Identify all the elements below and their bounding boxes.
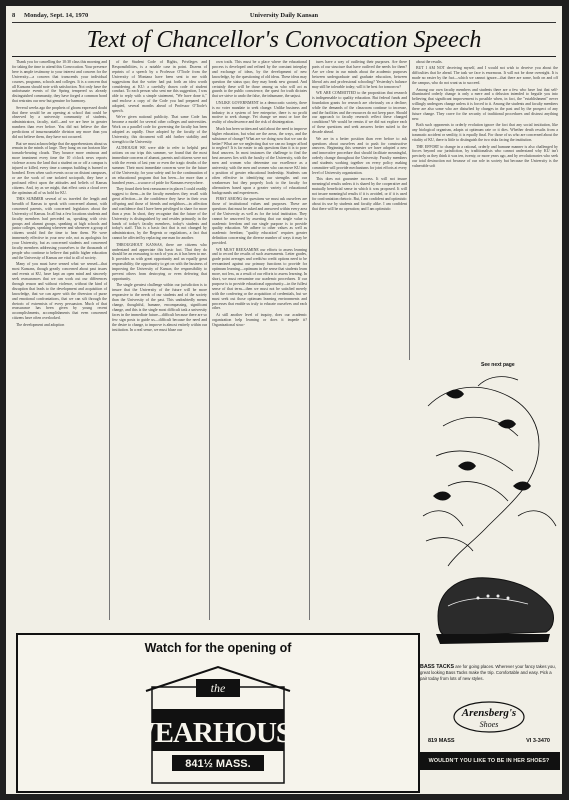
store-address: 819 MASS — [428, 738, 455, 744]
svg-text:841½ MASS.: 841½ MASS. — [185, 758, 251, 770]
article-paragraph: At still another level of inquiry, does our academic organization help learning or does it impede it? Organizational struc- — [212, 312, 307, 327]
article-paragraph: about the results. — [416, 60, 443, 64]
article-column-5 — [412, 60, 558, 360]
article-paragraph: BUT I AM NOT deceiving myself, and I would not wish to deceive you about the difficulties that lie ahead. The task we face is enormous. It will not be done overnight. It is made no easier by the fact—which we cannot ignore—that there are some, both on and off the campus, who do not want us to succeed. — [412, 66, 558, 86]
article-paragraph: Much has been written and said about the need to improve higher education, but what are the areas, the ways, and the substance of change? What are we doing now that we can do better? What are we neglecting that we can no longer afford to neglect? It is far easier to ask questions than it is to pose final answers. In most instances the challenge to find the best answers lies with the faculty of the University, with the men and women who determine our excellence as a university, with the men and women who can move KU into a position of greater educational leadership. Students can often effective in identifying our strengths and our weaknesses but they properly look to the faculty for alternatives based upon a greater variety of educational backgrounds and experiences. — [212, 126, 307, 195]
article-paragraph: Many of you must have sensed what we sensed—that most Kansans, though greatly concerned about past issues and events at KU, have kept an open mind and sincerely seek reassurances that we can work out our differences through reason and without violence, without the kind of disruption that leads to the development and acquisition of knowledge, that we can agree with the diversion of purse and emotional confrontations, that we can sift through the rhetoric of extremists of every persuasion. Much of that reassurance has been given by young recent accomplishments, accomplishments that even concerned citizens have often overlooked. — [12, 262, 107, 321]
article-paragraph: ALTHOUGH WE were able to refer to helpful past actions on our trips this summer, we found that the most immediate concerns of alumni, parents and citizens were not with the events of last year or even the tragic deaths of the summer. Their most immediate concerns were for the future of the University, for your safety and for the continuation of an educational program that has been—for more than a hundred years—a source of pride for Kansans everywhere. — [112, 146, 207, 185]
bass-tacks-heading: BASS TACKS — [420, 664, 455, 670]
article-paragraph: THE EFFORT to change in a rational, orderly and humane manner is also challenged by forces beyond our jurisdiction, by traditionalists who cannot understand why KU isn't precisely as they think it was ten, twenty, or more years ago, and by revolutionaries who seek our total destruction not because of our role in society but because the University is the vulnerable soft — [412, 144, 558, 169]
shoes-illustration — [418, 366, 560, 661]
article-paragraph: We've given national publicity. That same Code has become a model for several other colleges and universities. Work on a parallel code for governing the faculty has been adopted as rapidly. Once adopted by the faculty of the University, this document will add further stability and strength to the University. — [112, 115, 207, 144]
bass-tacks-ad — [418, 366, 560, 789]
newspaper-page — [6, 6, 562, 794]
store-phone: VI 3-3470 — [526, 738, 550, 744]
masthead — [12, 12, 556, 23]
issue-date: Monday, Sept. 14, 1970 — [24, 12, 89, 19]
store-address-line — [420, 738, 558, 748]
bass-tacks-text: are for going places. Wherever your fancy takes you, great looking Bass Tacks make the trip. Comfortable and easy. Pick a pair today from lots of new styles. — [420, 664, 556, 681]
article-paragraph: tures have a way of outliving their purposes. Are there parts of our structure that have outlived the needs for them? Are we clear in our minds about the academic purposes between undergraduate and graduate education, between liberal arts and professional schooling? Yesterday's balance may still be tolerable today; will it be best for tomorrow? — [312, 60, 407, 89]
ad-tagline-bar: WOULDN'T YOU LIKE TO BE IN HER SHOES? — [418, 752, 560, 770]
svg-text:the: the — [210, 681, 226, 695]
article-paragraph: Thank you for cancelling the 10:30 class this morning and for taking the time to attend this Convocation. Your presence here is ample testimony to your interest and concern for the University—a concern that transcends your individual courses, programs, schools and colleges. It is a concern that all Kansans should note with satisfaction. Not only have the unfortunate events of the Spring tempered us already distinguished community, they have forged a common bond that restrains our new but genuine for harmony. — [12, 60, 107, 104]
article-paragraph: Several weeks ago the prophets of gloom expressed doubt that there would be an opening at school that could be observed by a university community of students, administrators, faculty, staff—and we are here in greater numbers than ever before. You did not believe the dire predictions of insurmountable division any more than you did not believe them, they have not occurred. — [12, 105, 107, 140]
svg-text:Arensberg's: Arensberg's — [461, 707, 517, 719]
article-paragraph: This does not guarantee success. It will not insure meaningful results unless it is shared by the cooperative and mutually beneficial sense in which it was proposed. It will not insure meaningful results if it is avoided, or if it is used for confrontation rhetoric. But, I am confident and optimistic about its use by students and faculty alike. I am confident that there will be no operation; and I am optimistic — [312, 177, 407, 211]
column-rule — [109, 60, 110, 620]
wearhouse-ad — [16, 633, 420, 793]
arensbergs-logo — [452, 700, 526, 734]
article-paragraph: They found their best reassurance in places I could readily suggest to them—in the faculty members they recall with great affection—in the confidence they have in their own offspring and those of friends and neighbors—in affection and confidence that I have been privileged to share for more than a year. In short, they recognize that the future of the University is distinguished by and resides primarily in the hands of today's faculty members, today's students and today's staff. This is a basic fact that is not changed by administrators, by the Regents or regulations, a fact that cannot be affected by replacing one man for another. — [112, 187, 207, 241]
svg-text:Shoes: Shoes — [479, 720, 499, 729]
page-number: 8 — [12, 12, 16, 19]
article-paragraph: of the Student Code of Rights, Privileges and Responsibilities, is a notable case in point. Dozens of reprints of a speech by a Professor O'Toole from the University of Montana have been sent to me with suggestions that the writer had put forth an idea worth considering at KU: a carefully drawn code of student conduct. To each person who sent me this suggestion, I was able to reply with a simple statement, "We have done it," and enclose a copy of the Code you had prepared and adopted, several months ahead of Professor O'Toole's speech. — [112, 60, 207, 114]
headline: Text of Chancellor's Convocation Speech — [12, 24, 556, 57]
article-paragraph: FIRST AMONG the questions we must ask ourselves are those of institutional values and purposes. These are questions that must be asked and answered within every area of the University as well as for the total institution. They cannot be answered by asserting that our single value is academic freedom and our single purpose is to provide quality education. We adhere to other values as well as academic freedom; "quality education" requires greater definition concerning the diverse number of ways it may be provided. — [212, 196, 307, 246]
article-paragraph: The single greatest challenge within our jurisdiction is to insure that the University of the future will be more responsive to the needs of our students and of the society than the University of the past. This undoubtedly means change, thoughtful, humane, encompassing, significant change, and this is the single most difficult task a university faces in the immediate future—difficult because there are so few sign posts to guide us—difficult because the need and the desire to change, to improve is almost entirely within our institution. In a real sense, we must blaze our — [112, 283, 207, 332]
svg-text:WEARHOUSE: WEARHOUSE — [126, 717, 310, 749]
article-paragraph: own trails. This must be a place where the educational process is developed and refined by the constant interplay and exchange of ideas, by the development of new knowledge, by the questioning of old ideas. These ideas may question the status quo; they may break new ground. And certainly these will be those among us who will act as guards to the public conscience, the quest for truth dictates that we strive to undo the false, the inhumane, the unjust. — [212, 60, 307, 99]
paper-name: University Daily Kansan — [249, 12, 319, 19]
article-column-1 — [12, 60, 107, 610]
wearhouse-sign-logo — [126, 665, 310, 785]
article-paragraph: WE MUST REEXAMINE our efforts to assess learning and to record the results of such assessments. Letter grades, grade point averages and credit/no credit options need to be reexamined against our primary functions to provide for optimum learning—optimum in the sense that students learn more, not less, as a result of our efforts to assess learning. In short, we must reexamine our academic procedures. If our purpose is to provide educational opportunity—in the fullest sense of that term—then we must not be satisfied merely with the conferring or the acquisition of credentials, but we must seek out those optimum learning environments and processes that enable us truly to educate ourselves and each other. — [212, 247, 307, 311]
column-rule — [309, 60, 310, 620]
article-paragraph: THROUGHOUT KANSAS, there are citizens who understand and appreciate this basic fact. That they do should be an reassuring to each of you as it has been to me. It provides us with great opportunity and an equally great responsibility; the opportunity to get on with the business of improving the University of Kansas; the responsibility to prevent others from destroying or even deferring that opportunity. — [112, 242, 207, 281]
column-rule — [409, 60, 410, 360]
article-column-2 — [112, 60, 207, 610]
article-column-3 — [212, 60, 307, 610]
column-rule — [209, 60, 210, 620]
article-paragraph: Among our own faculty members and students there are a few who have lost that self-illuminated orderly change is only a mere and a delusion intended to beguile you into believing that significant improvement is possible when, in fact, the "establishment" never willingly undergoes change unless it is forced to it. Among the students and faculty members there are also some who are disturbed by changes in the past and by the prospect of any future change. They crave for the security of traditional procedures and distrust anything new. — [412, 87, 558, 121]
article-paragraph: THIS SUMMER several of us traveled the length and breadth of Kansas to speak with concerned alumni, with concerned parents, with concerned legislators about the University of Kansas. In all but a few locations students and faculty members had preceded us, speaking with civic groups and alumni groups, speaking at high schools and junior colleges, speaking wherever and whenever a group of citizens would find the time to hear them. We were immensely effective in your new role, not as apologists for your University, but as concerned students and concerned faculty members addressing yourselves to the thousands of people who continue to believe that public higher education and the University of Kansas are vital to all of society. — [12, 196, 107, 260]
article-column-4 — [312, 60, 407, 610]
bass-tacks-copy — [420, 664, 558, 698]
see-next-page-label: See next page — [481, 362, 515, 368]
article-paragraph: UNLIKE GOVERNMENT in a democratic society, there is no voter mandate to seek change. Unlike business and industry in a system of free enterprise, there is no profit motive to seek change. Yet change we must or face the reality of obsolescence and the risk of disintegration. — [212, 100, 307, 125]
article-paragraph: But we must acknowledge that the apprehensions about us remain in the minds of large. They hang on our horizon like tornado-bearing clouds. They bounce more ominous and more imminent every time the 10 o'clock news reports violence across the land that a student on or off a campus is injured or killed, every time a campus building is burned or bombed. Even when such events occur on distant campuses, or are the work of one isolated sociopath, they have a profound effect upon the attitudes and beliefs of Kansas citizens. And, try as we might, that effect casts a cloud over the optimism all of us hold for KU. — [12, 141, 107, 195]
watch-for-opening-text: Watch for the opening of — [144, 641, 292, 655]
article-paragraph: The development and adoption — [16, 322, 65, 327]
article-paragraph: Both such opponents to orderly evolution ignore the fact that any social institution, like any biological organism, adapts at optimum rate or it dies. Whether death results from a traumatic accident or senility, it is equally final. For those of us who are concerned about the vitality of KU, there is little to distinguish the two risks facing the institution. — [412, 123, 558, 143]
article-paragraph: We are in a better position than ever before to ask questions about ourselves and to push for constructive answers. Beginning this semester we have adopted a new and innovative procedure that should facilitate meaningful, orderly change throughout the University. Faculty members and students working together on every policy making committee will provide mechanisms for joint efforts at every level of University organization. — [312, 136, 407, 175]
article-paragraph: WE ARE COMMITTED to the proposition that research is indispensable to quality education. But federal funds and foundation grants for research are obviously on a decline; while the demands of the classroom continue to increase, and the facilities and the resources do not keep pace. Should our approach to faculty research reflect these changed conditions? We would be remiss if we did not explore each of these questions and seek answers better suited to the decade ahead. — [312, 90, 407, 135]
